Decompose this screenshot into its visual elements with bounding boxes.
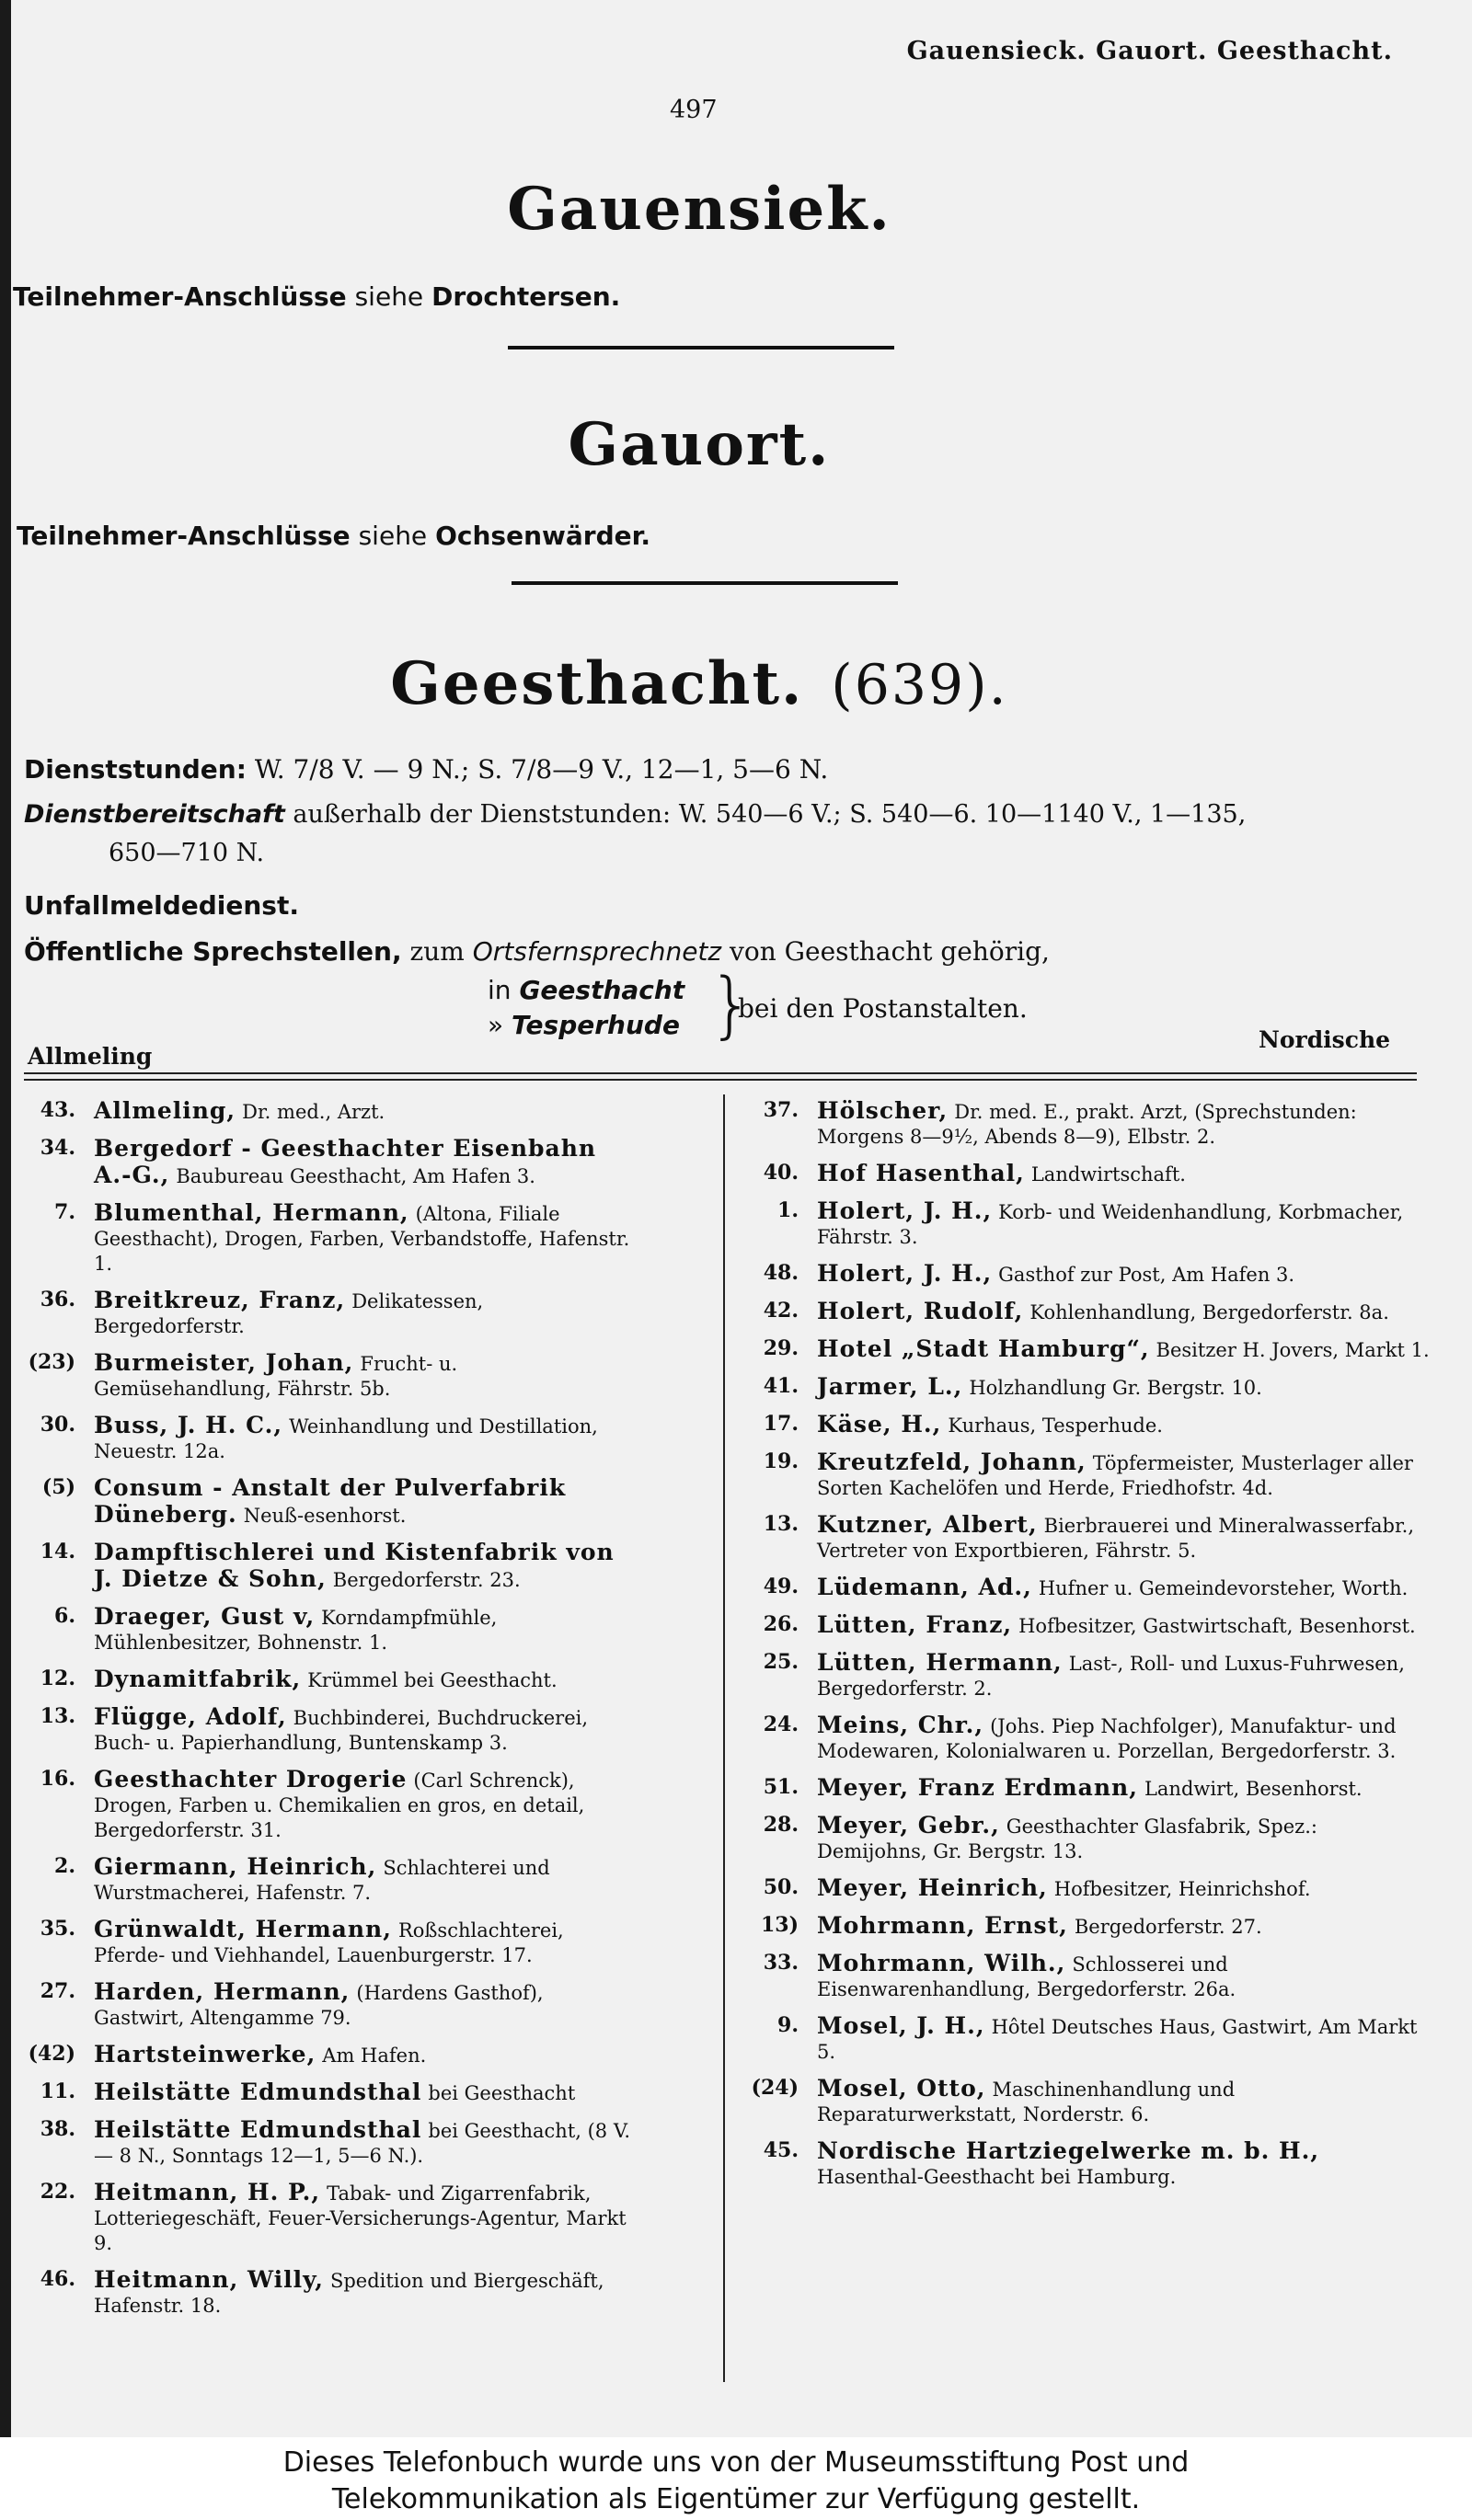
section-title-geesthacht	[0, 649, 1398, 718]
directory-entry	[742, 1374, 1430, 1401]
phone-number: 16.	[40, 1767, 75, 1791]
phone-number: 13.	[763, 1512, 799, 1536]
subscriber-name: Heilstätte Edmundsthal	[94, 2079, 422, 2105]
directory-entry	[18, 1854, 635, 1906]
subscriber-detail: Baubureau Geesthacht, Am Hafen 3.	[176, 1165, 535, 1187]
header-rule	[24, 1079, 1417, 1081]
phone-number: (5)	[41, 1475, 75, 1499]
directory-entry	[18, 1979, 635, 2031]
phone-number: 42.	[763, 1299, 799, 1323]
subscriber-detail: (Hardens Gasthof), Gastwirt, Altengamme 79.	[94, 1982, 544, 2029]
unfall-line: Unfallmeldedienst.	[24, 890, 299, 921]
subscriber-detail: Weinhandlung und Destillation, Neuestr. 12a.	[94, 1415, 598, 1462]
directory-entry	[18, 1704, 635, 1756]
directory-entry	[742, 1261, 1430, 1288]
phone-number: 22.	[40, 2180, 75, 2204]
section-divider	[508, 346, 894, 349]
subscriber-detail: Buchbinderei, Buchdruckerei, Buch- u. Papierhandlung, Buntenskamp 3.	[94, 1707, 589, 1754]
brace-glyph: }	[708, 964, 754, 1047]
sprech-mid: zum	[409, 936, 465, 967]
subscriber-detail: Besitzer H. Jovers, Markt 1.	[1156, 1339, 1430, 1361]
subscriber-detail: Spedition und Biergeschäft, Hafenstr. 18.	[94, 2270, 604, 2317]
page-number: 497	[670, 96, 718, 124]
section-title-gauensiek: Gauensiek.	[507, 175, 891, 244]
directory-entry	[742, 1875, 1430, 1902]
phone-number: 41.	[763, 1374, 799, 1398]
phone-number: 2.	[54, 1854, 75, 1878]
directory-entry	[18, 1098, 635, 1125]
subscriber-detail: Schlosserei und Eisenwarenhandlung, Bergedorferstr. 26a.	[817, 1953, 1236, 2000]
sprech-label: Öffentliche Sprechstellen,	[24, 936, 402, 967]
subscriber-detail: Dr. med. E., prakt. Arzt, (Sprechstunden: Morgens 8—9½, Abends 8—9), Elbstr. 2.	[817, 1101, 1357, 1148]
subscriber-detail: Dr. med., Arzt.	[242, 1101, 385, 1123]
subscriber-detail: Roßschlachterei, Pferde- und Viehhandel, Lauenburgerstr. 17.	[94, 1919, 564, 1966]
phone-number: 17.	[763, 1412, 799, 1436]
directory-entry	[742, 1336, 1430, 1363]
subscriber-detail: Am Hafen.	[322, 2045, 427, 2067]
place-row	[488, 1010, 684, 1045]
subscriber-name: Kutzner, Albert,	[817, 1511, 1038, 1538]
directory-entry	[18, 2079, 635, 2106]
phone-number: 50.	[763, 1875, 799, 1899]
subscriber-detail: Hofbesitzer, Heinrichshof.	[1053, 1878, 1311, 1900]
subscriber-name: Meyer, Franz Erdmann,	[817, 1774, 1138, 1801]
directory-entry	[742, 1412, 1430, 1438]
exchange-code: (639).	[831, 653, 1008, 717]
subscriber-detail: Neuß-esenhorst.	[243, 1505, 407, 1527]
subscriber-name: Draeger, Gust v,	[94, 1603, 316, 1630]
note-mid: siehe	[354, 281, 424, 312]
subscriber-detail: Geesthachter Glasfabrik, Spez.: Demijohns, Gr. Bergstr. 13.	[817, 1816, 1317, 1862]
subscriber-detail: Gasthof zur Post, Am Hafen 3.	[998, 1264, 1295, 1286]
directory-entry	[742, 1913, 1430, 1940]
phone-number: 9.	[777, 2013, 799, 2037]
dienststunden-label: Dienststunden:	[24, 754, 247, 785]
subscriber-name: Hotel „Stadt Hamburg“,	[817, 1335, 1150, 1362]
subscriber-name: Käse, H.,	[817, 1411, 942, 1438]
subscriber-name: Harden, Hermann,	[94, 1978, 351, 2005]
place-prefix: in	[488, 975, 512, 1005]
phone-number: 6.	[54, 1604, 75, 1628]
subscriber-name: Hartsteinwerke,	[94, 2041, 316, 2068]
directory-entry	[18, 1604, 635, 1655]
subscriber-detail: Last-, Roll- und Luxus-Fuhrwesen, Bergedorferstr. 2.	[817, 1653, 1405, 1700]
subscriber-name: Meyer, Heinrich,	[817, 1874, 1048, 1901]
subscriber-detail: Hofbesitzer, Gastwirtschaft, Besenhorst.	[1018, 1615, 1416, 1637]
subscriber-detail: Frucht- u. Gemüsehandlung, Fährstr. 5b.	[94, 1353, 458, 1400]
directory-entry	[742, 1612, 1430, 1639]
footer-credit	[0, 2437, 1472, 2520]
note-label: Teilnehmer-Anschlüsse	[17, 521, 351, 551]
directory-entry	[18, 1475, 635, 1529]
bereitschaft-text: außerhalb der Dienststunden: W. 540—6 V.; S. 540—6. 10—1140 V., 1—135,	[293, 800, 1247, 829]
subscriber-name: Mosel, Otto,	[817, 2075, 986, 2102]
phone-number: 46.	[40, 2267, 75, 2291]
subscriber-name: Meyer, Gebr.,	[817, 1812, 1000, 1838]
directory-entry	[18, 1350, 635, 1402]
subscriber-name: Geesthachter Drogerie	[94, 1766, 408, 1793]
directory-entry	[742, 2076, 1430, 2127]
sprechstellen-line	[24, 936, 1050, 967]
phone-number: 29.	[763, 1336, 799, 1360]
directory-entry	[742, 1650, 1430, 1701]
phone-number: (42)	[28, 2042, 75, 2066]
phone-number: 30.	[40, 1413, 75, 1437]
subscriber-detail: Landwirtschaft.	[1030, 1163, 1186, 1186]
sprech-italic: Ortsfernsprechnetz	[472, 936, 722, 967]
page-edge-shadow	[0, 0, 11, 2437]
subscriber-detail: Kurhaus, Tesperhude.	[948, 1415, 1163, 1437]
section-title-gauort: Gauort.	[568, 410, 831, 479]
phone-number: 33.	[763, 1951, 799, 1975]
directory-entry	[742, 1098, 1430, 1150]
subscriber-detail: Maschinenhandlung und Reparaturwerkstatt, Norderstr. 6.	[817, 2079, 1236, 2125]
directory-entry	[742, 1575, 1430, 1601]
subscriber-detail: Bergedorferstr. 27.	[1074, 1916, 1262, 1938]
subscriber-detail: Delikatessen, Bergedorferstr.	[94, 1290, 484, 1337]
phone-number: 35.	[40, 1917, 75, 1941]
note-target: Ochsenwärder.	[435, 521, 651, 551]
subscriber-name: Dynamitfabrik,	[94, 1666, 302, 1692]
subscriber-name: Holert, J. H.,	[817, 1260, 993, 1287]
subscriber-name: Blumenthal, Hermann,	[94, 1199, 409, 1226]
subscriber-name: Lüdemann, Ad.,	[817, 1574, 1032, 1600]
phone-number: 48.	[763, 1261, 799, 1285]
subscriber-name: Heitmann, Willy,	[94, 2266, 324, 2293]
subscriber-name: Grünwaldt, Hermann,	[94, 1916, 392, 1942]
phone-number: 19.	[763, 1449, 799, 1473]
directory-entry	[18, 1200, 635, 1277]
note-target: Drochtersen.	[431, 281, 621, 312]
subscriber-detail: (Altona, Filiale Geesthacht), Drogen, Farben, Verbandstoffe, Hafenstr. 1.	[94, 1203, 630, 1275]
directory-entry	[742, 2138, 1430, 2190]
subscriber-name: Holert, J. H.,	[817, 1197, 993, 1224]
subscriber-name: Mohrmann, Ernst,	[817, 1912, 1068, 1939]
section-note-gauort	[17, 521, 650, 551]
place-name: Geesthacht	[519, 975, 685, 1005]
phone-number: 25.	[763, 1650, 799, 1674]
subscriber-detail: Hasenthal-Geesthacht bei Hamburg.	[817, 2166, 1177, 2188]
dienststunden-line	[24, 754, 828, 785]
column-divider	[723, 1094, 725, 2382]
directory-entry	[18, 1917, 635, 1968]
note-mid: siehe	[358, 521, 428, 551]
brace-text: bei den Postanstalten.	[738, 993, 1028, 1024]
phone-number: 49.	[763, 1575, 799, 1598]
subscriber-detail: Hôtel Deutsches Haus, Gastwirt, Am Markt 5.	[817, 2016, 1418, 2063]
phone-number: 14.	[40, 1540, 75, 1564]
directory-entry	[18, 1767, 635, 1843]
phone-number: 24.	[763, 1712, 799, 1736]
subscriber-name: Mohrmann, Wilh.,	[817, 1950, 1066, 1976]
subscriber-detail: bei Geesthacht	[428, 2082, 576, 2104]
section-note-gauensiek	[13, 281, 620, 312]
phone-number: 12.	[40, 1667, 75, 1690]
phone-number: 37.	[763, 1098, 799, 1122]
right-column	[742, 1098, 1430, 2201]
directory-entry	[18, 1136, 635, 1189]
subscriber-name: Holert, Rudolf,	[817, 1298, 1024, 1324]
subscriber-name: Buss, J. H. C.,	[94, 1412, 283, 1438]
bereitschaft-line-2: 650—710 N.	[109, 839, 265, 867]
subscriber-name: Kreutzfeld, Johann,	[817, 1449, 1087, 1475]
subscriber-name: Allmeling,	[94, 1097, 236, 1124]
place-row	[488, 975, 684, 1010]
phone-number: 1.	[777, 1198, 799, 1222]
phone-number: 45.	[763, 2138, 799, 2162]
subscriber-detail: bei Geesthacht, (8 V.— 8 N., Sonntags 12—1, 5—6 N.).	[94, 2120, 631, 2167]
bereitschaft-line	[24, 800, 1246, 829]
subscriber-name: Dampftischlerei und Kistenfabrik von J. Dietze & Sohn,	[94, 1539, 615, 1592]
phone-number: 27.	[40, 1979, 75, 2003]
header-rule	[24, 1072, 1417, 1074]
subscriber-name: Lütten, Hermann,	[817, 1649, 1063, 1676]
phone-number: 34.	[40, 1136, 75, 1160]
phone-number: (23)	[28, 1350, 75, 1374]
subscriber-detail: Bierbrauerei und Mineralwasserfabr., Vertreter von Exportbieren, Fährstr. 5.	[817, 1515, 1415, 1562]
subscriber-detail: Tabak- und Zigarrenfabrik, Lotteriegeschäft, Feuer-Versicherungs-Agentur, Markt 9.	[94, 2182, 627, 2254]
directory-entry	[18, 2180, 635, 2256]
running-head: Gauensieck. Gauort. Geesthacht.	[906, 37, 1393, 65]
directory-entry	[742, 1198, 1430, 1250]
subscriber-detail: (Johs. Piep Nachfolger), Manufaktur- und Modewaren, Kolonialwaren u. Porzellan, Bergedorferstr. 3.	[817, 1715, 1397, 1762]
subscriber-detail: Korb- und Weidenhandlung, Korbmacher, Fährstr. 3.	[817, 1201, 1404, 1248]
phone-number: 26.	[763, 1612, 799, 1636]
town-name: Geesthacht.	[390, 649, 804, 718]
directory-entry	[742, 2013, 1430, 2065]
directory-entry	[742, 1813, 1430, 1864]
directory-entry	[18, 2117, 635, 2169]
subscriber-name: Heitmann, H. P.,	[94, 2179, 321, 2205]
postanstalten-block	[488, 964, 1028, 1047]
subscriber-detail: Schlachterei und Wurstmacherei, Hafenstr. 7.	[94, 1857, 550, 1904]
subscriber-detail: Korndampfmühle, Mühlenbesitzer, Bohnenstr. 1.	[94, 1607, 498, 1654]
section-divider	[512, 581, 898, 585]
subscriber-name: Giermann, Heinrich,	[94, 1853, 377, 1880]
directory-entry	[742, 1512, 1430, 1564]
subscriber-name: Breitkreuz, Franz,	[94, 1287, 346, 1313]
sprech-end: von Geesthacht gehörig,	[730, 936, 1050, 967]
directory-entry	[18, 1667, 635, 1693]
phone-number: 28.	[763, 1813, 799, 1837]
phone-number: 38.	[40, 2117, 75, 2141]
bereitschaft-label: Dienstbereitschaft	[24, 800, 285, 829]
directory-entry	[742, 1775, 1430, 1802]
phone-number: (24)	[751, 2076, 799, 2100]
subscriber-name: Jarmer, L.,	[817, 1373, 963, 1400]
directory-entry	[18, 2267, 635, 2319]
subscriber-name: Burmeister, Johan,	[94, 1349, 354, 1376]
directory-entry	[18, 1288, 635, 1339]
subscriber-name: Mosel, J. H.,	[817, 2012, 985, 2039]
subscriber-detail: Landwirt, Besenhorst.	[1144, 1778, 1363, 1800]
phone-number: 13)	[760, 1913, 799, 1937]
directory-entry	[742, 1951, 1430, 2002]
subscriber-name: Meins, Chr.,	[817, 1712, 984, 1738]
directory-entry	[742, 1299, 1430, 1325]
phone-number: 7.	[54, 1200, 75, 1224]
directory-entry	[18, 1540, 635, 1593]
directory-entry	[742, 1712, 1430, 1764]
subscriber-name: Nordische Hartziegelwerke m. b. H.,	[817, 2137, 1320, 2164]
subscriber-name: Hof Hasenthal,	[817, 1160, 1025, 1186]
phone-number: 51.	[763, 1775, 799, 1799]
subscriber-detail: Kohlenhandlung, Bergedorferstr. 8a.	[1029, 1301, 1389, 1323]
note-label: Teilnehmer-Anschlüsse	[13, 281, 347, 312]
subscriber-detail: Töpfermeister, Musterlager aller Sorten Kachelöfen und Herde, Friedhofstr. 4d.	[817, 1452, 1413, 1499]
footer-line-2: Telekommunikation als Eigentümer zur Verfügung gestellt.	[331, 2483, 1141, 2515]
directory-entry	[18, 2042, 635, 2068]
guide-word-right: Nordische	[1259, 1026, 1391, 1053]
subscriber-detail: Bergedorferstr. 23.	[332, 1569, 521, 1591]
phone-number: 40.	[763, 1161, 799, 1185]
guide-word-left: Allmeling	[28, 1043, 153, 1070]
phone-number: 36.	[40, 1288, 75, 1312]
subscriber-detail: Krümmel bei Geesthacht.	[307, 1669, 558, 1691]
subscriber-name: Lütten, Franz,	[817, 1611, 1013, 1638]
subscriber-name: Heilstätte Edmundsthal	[94, 2116, 422, 2143]
left-column	[18, 1098, 635, 2330]
dienststunden-text: W. 7/8 V. — 9 N.; S. 7/8—9 V., 12—1, 5—6 N.	[254, 754, 829, 785]
footer-line-1: Dieses Telefonbuch wurde uns von der Museumsstiftung Post und	[282, 2446, 1190, 2479]
place-name: Tesperhude	[512, 1010, 680, 1040]
phone-number: 11.	[40, 2079, 75, 2103]
subscriber-name: Consum - Anstalt der Pulverfabrik Düneberg.	[94, 1474, 567, 1528]
subscriber-name: Bergedorf - Geesthachter Eisenbahn A.-G.,	[94, 1135, 597, 1188]
subscriber-detail: Hufner u. Gemeindevorsteher, Worth.	[1038, 1577, 1409, 1599]
phone-number: 13.	[40, 1704, 75, 1728]
subscriber-name: Flügge, Adolf,	[94, 1703, 287, 1730]
subscriber-detail: (Carl Schrenck), Drogen, Farben u. Chemikalien en gros, en detail, Bergedorferstr. 31.	[94, 1770, 585, 1841]
directory-entry	[742, 1161, 1430, 1187]
subscriber-detail: Holzhandlung Gr. Bergstr. 10.	[969, 1377, 1262, 1399]
subscriber-name: Hölscher,	[817, 1097, 949, 1124]
directory-entry	[742, 1449, 1430, 1501]
directory-entry	[18, 1413, 635, 1464]
phone-number: 43.	[40, 1098, 75, 1122]
place-prefix: »	[488, 1010, 504, 1040]
